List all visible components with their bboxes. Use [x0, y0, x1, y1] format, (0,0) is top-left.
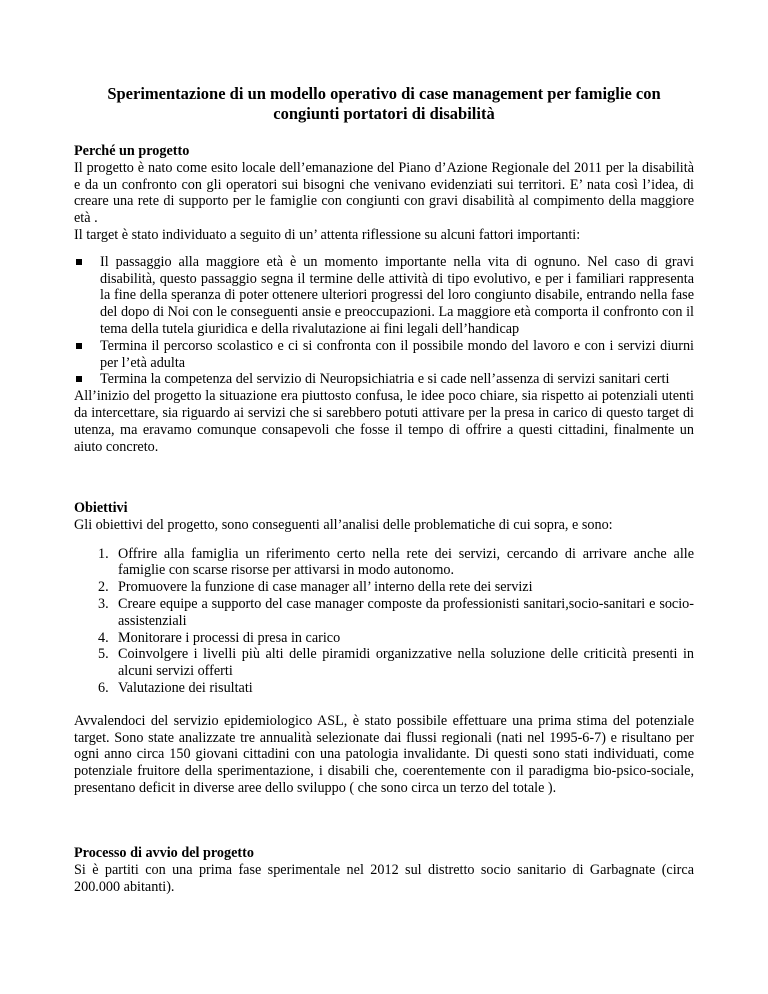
list-number: 6. — [98, 679, 109, 696]
section-perche-un-progetto — [74, 143, 694, 455]
list-item — [74, 596, 694, 630]
section-obiettivi — [74, 500, 694, 797]
list-item-text: Il passaggio alla maggiore età è un momento importante nella vita di ognuno. Nel caso di gravi disabilità, questo passaggio segna il termine delle attività di tipo evolutivo, e per i familiari rappresenta la fine della speranza di poter ottenere ulteriori progressi del loro congiunto disabile, entrando nella fase del dopo di Noi con le conseguenti ansie e preoccupazioni. La maggiore età comporta il confronto con il tema della tutela giuridica e della rivalutazione ai fini legali dell’handicap — [100, 253, 694, 337]
paragraph: Il progetto è nato come esito locale dell’emanazione del Piano d’Azione Regionale del 2011 per la disabilità e da un confronto con gli operatori sui bisogni che venivano evidenziati sui territori. E’ nata così l’idea, di creare una rete di supporto per le famiglie con congiunti con gravi disabilità al compimento della maggiore età . — [74, 159, 694, 227]
section-processo-di-avvio — [74, 845, 694, 895]
numbered-list — [74, 546, 694, 697]
list-number: 3. — [98, 595, 109, 612]
list-item-text: Promuovere la funzione di case manager all’ interno della rete dei servizi — [118, 579, 533, 596]
square-bullet-icon — [76, 259, 82, 265]
bullet-list — [74, 254, 694, 388]
list-item — [74, 630, 694, 647]
list-item — [74, 254, 694, 338]
list-number: 5. — [98, 646, 109, 663]
list-number: 2. — [98, 579, 109, 596]
paragraph: Gli obiettivi del progetto, sono conseguenti all’analisi delle problematiche di cui sopra, e sono: — [74, 516, 613, 533]
list-item — [74, 579, 694, 596]
list-item-text: Creare equipe a supporto del case manager composte da professionisti sanitari,socio-sanitari e socio-assistenziali — [118, 595, 694, 629]
section-heading: Perché un progetto — [74, 143, 190, 159]
list-number: 1. — [98, 545, 109, 562]
paragraph: All’inizio del progetto la situazione era piuttosto confusa, le idee poco chiare, sia rispetto ai potenziali utenti da intercettare, sia riguardo ai servizi che si sarebbero potuti attivare per la presa in carico di questo target di utenza, ma eravamo comunque consapevoli che fosse il tempo di offrire a questi cittadini, finalmente un aiuto concreto. — [74, 388, 694, 455]
list-item-text: Valutazione dei risultati — [118, 679, 253, 696]
list-item-text: Coinvolgere i livelli più alti delle piramidi organizzative nella soluzione delle criticità presenti in alcuni servizi offerti — [118, 646, 694, 680]
section-heading: Obiettivi — [74, 500, 128, 516]
list-item — [74, 646, 694, 680]
square-bullet-icon — [76, 376, 82, 382]
title-line-2: congiunti portatori di disabilità — [273, 104, 495, 123]
paragraph: Avvalendoci del servizio epidemiologico ASL, è stato possibile effettuare una prima stima del potenziale target. Sono state analizzate tre annualità selezionate dai flussi regionali (nati nel 1995-6-7) e risultano per ogni anno circa 150 giovani cittadini con una patologia invalidante. Di questi sono stati individuati, come potenziale fruitore della sperimentazione, i disabili che, coerentemente con il paradigma bio-psico-sociale, presentano deficit in diverse aree dello sviluppo ( che sono circa un terzo del totale ). — [74, 712, 694, 796]
document-title — [60, 84, 708, 124]
list-number: 4. — [98, 629, 109, 646]
list-item — [74, 680, 694, 697]
list-item-text: Termina il percorso scolastico e ci si confronta con il possibile mondo del lavoro e con i servizi diurni per l’età adulta — [100, 337, 694, 371]
list-item — [74, 546, 694, 580]
square-bullet-icon — [76, 343, 82, 349]
list-item — [74, 338, 694, 372]
paragraph: Si è partiti con una prima fase sperimentale nel 2012 sul distretto socio sanitario di Garbagnate (circa 200.000 abitanti). — [74, 861, 694, 895]
title-line-1: Sperimentazione di un modello operativo di case management per famiglie con — [107, 84, 661, 103]
section-heading: Processo di avvio del progetto — [74, 845, 254, 861]
paragraph: Il target è stato individuato a seguito di un’ attenta riflessione su alcuni fattori importanti: — [74, 226, 581, 243]
list-item — [74, 371, 694, 388]
list-item-text: Termina la competenza del servizio di Neuropsichiatria e si cade nell’assenza di servizi sanitari certi — [100, 371, 670, 388]
list-item-text: Offrire alla famiglia un riferimento certo nella rete dei servizi, cercando di arrivare anche alle famiglie con scarse risorse per attivarsi in modo autonomo. — [118, 545, 694, 579]
list-item-text: Monitorare i processi di presa in carico — [118, 629, 341, 646]
